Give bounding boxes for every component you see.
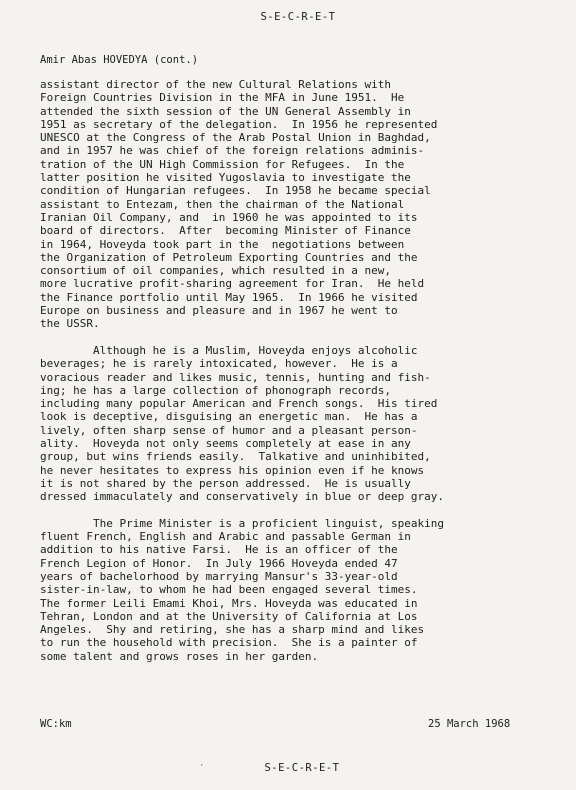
text-line: the Organization of Petroleum Exporting Countries and the [40,250,418,264]
typist-initials: WC:km [40,718,72,730]
stray-mark-icon: ˑ [199,762,205,772]
text-line: addition to his native Farsi. He is an officer of the [40,543,398,557]
text-line: ality. Hoveyda not only seems completely at ease in any [40,437,411,451]
paragraph-gap [40,331,560,344]
paragraph-gap [40,504,560,517]
text-line: Tehran, London and at the University of California at Los [40,609,418,623]
text-line: and in 1957 he was chief of the foreign relations adminis- [40,144,425,158]
text-line: ing; he has a large collection of phonograph records, [40,383,391,397]
text-line: The former Leili Emami Khoi, Mrs. Hoveyda was educated in [40,596,418,610]
text-line: condition of Hungarian refugees. In 1958 he became special [40,184,431,198]
text-line: look is deceptive, disguising an energetic man. He has a [40,410,418,424]
text-line: more lucrative profit-sharing agreement for Iran. He held [40,277,425,291]
text-line: lively, often sharp sense of humor and a pleasant person- [40,423,418,437]
text-line: years of bachelorhood by marrying Mansur's 33-year-old [40,569,398,583]
paragraph [40,344,560,504]
text-line: group, but wins friends easily. Talkative and uninhibited, [40,450,431,464]
text-line: attended the sixth session of the UN General Assembly in [40,104,411,118]
document-header: Amir Abas HOVEDYA (cont.) [40,54,199,66]
text-line: in 1964, Hoveyda took part in the negotiations between [40,237,405,251]
classification-header: S-E-C-R-E-T [260,11,336,23]
text-line: tration of the UN High Commission for Refugees. In the [40,157,405,171]
text-line: 1951 as secretary of the delegation. In 1956 he represented [40,117,438,131]
document-body [40,78,560,663]
paragraph [40,78,560,331]
text-line: Iranian Oil Company, and in 1960 he was appointed to its [40,210,418,224]
text-line: the USSR. [40,317,100,331]
text-line: French Legion of Honor. In July 1966 Hoveyda ended 47 [40,556,398,570]
text-line: UNESCO at the Congress of the Arab Postal Union in Baghdad, [40,131,431,145]
paragraph [40,517,560,663]
text-line: to run the household with precision. She is a painter of [40,636,418,650]
text-line: he never hesitates to express his opinion even if he knows [40,463,425,477]
text-line: latter position he visited Yugoslavia to investigate the [40,171,411,185]
text-line: assistant director of the new Cultural Relations with [40,78,391,91]
text-line: Europe on business and pleasure and in 1967 he went to [40,304,398,318]
text-line: fluent French, English and Arabic and passable German in [40,530,411,544]
text-line: Although he is a Muslim, Hoveyda enjoys alcoholic [40,343,418,357]
text-line: including many popular American and French songs. His tired [40,397,438,411]
text-line: The Prime Minister is a proficient linguist, speaking [40,516,444,530]
text-line: some talent and grows roses in her garden. [40,649,319,663]
text-line: beverages; he is rarely intoxicated, however. He is a [40,357,398,371]
text-line: Foreign Countries Division in the MFA in June 1951. He [40,91,405,105]
text-line: the Finance portfolio until May 1965. In 1966 he visited [40,290,418,304]
text-line: consortium of oil companies, which resulted in a new, [40,264,391,278]
text-line: sister-in-law, to whom he had been engaged several times. [40,583,418,597]
text-line: it is not shared by the person addressed. He is usually [40,476,411,490]
text-line: Angeles. Shy and retiring, she has a sharp mind and likes [40,623,425,637]
text-line: assistant to Entezam, then the chairman of the National [40,197,405,211]
text-line: board of directors. After becoming Minister of Finance [40,224,411,238]
text-line: dressed immaculately and conservatively in blue or deep gray. [40,490,444,504]
text-line: voracious reader and likes music, tennis, hunting and fish- [40,370,431,384]
document-date: 25 March 1968 [428,718,511,730]
classification-footer: S-E-C-R-E-T [264,762,340,774]
